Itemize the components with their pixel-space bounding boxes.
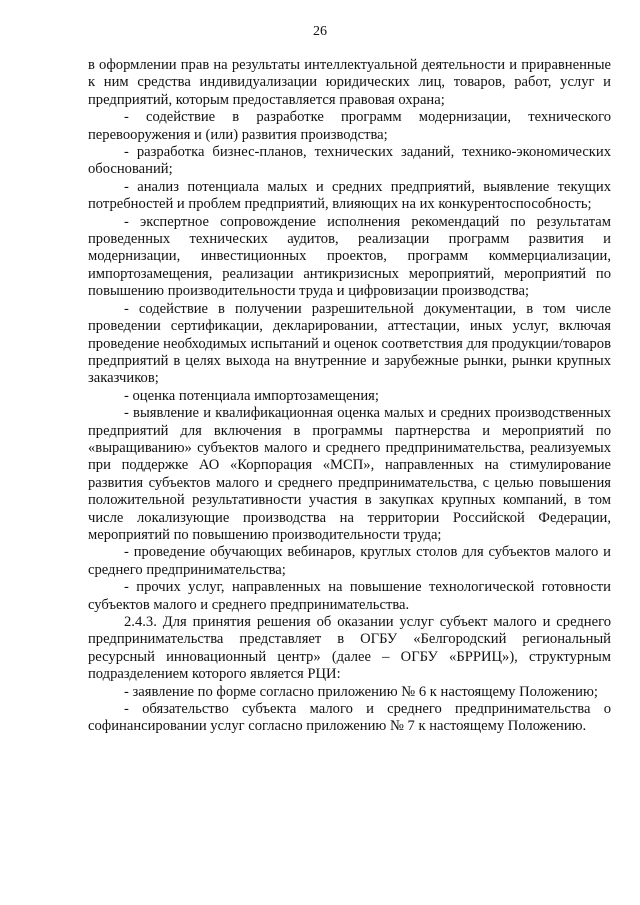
list-item-webinars: - проведение обучающих вебинаров, круглых столов для субъектов малого и среднего предпринимательства;	[88, 544, 611, 578]
list-item-modernization: - содействие в разработке программ модернизации, технического перевооружения и (или) развития производства;	[88, 109, 611, 143]
list-item-business-plans: - разработка бизнес-планов, технических заданий, технико-экономических обоснований;	[88, 144, 611, 178]
page-number: 26	[313, 24, 327, 39]
list-item-other-services: - прочих услуг, направленных на повышение технологической готовности субъектов малого и среднего предпринимательства.	[88, 579, 611, 613]
list-item-import-substitution: - оценка потенциала импортозамещения;	[124, 387, 379, 404]
list-item-application: - заявление по форме согласно приложению № 6 к настоящему Положению;	[124, 683, 598, 700]
section-2-4-3: 2.4.3. Для принятия решения об оказании услуг субъект малого и среднего предпринимательства представляет в ОГБУ «Белгородский региональный ресурсный инновационный центр» (далее – ОГБУ «БРРИЦ»), структурным подразделением которого является РЦИ:	[88, 614, 611, 683]
list-item-expert-support: - экспертное сопровождение исполнения рекомендаций по результатам проведенных технических аудитов, реализации программ развития и модернизации, инвестиционных проектов, программ коммерциализации, импортозамещения, реализации антикризисных мероприятий, мероприятий по повышению производительности труда и цифровизации производства;	[88, 213, 611, 300]
list-item-permits: - содействие в получении разрешительной документации, в том числе проведении сертификации, декларировании, аттестации, иных услуг, включая проведение необходимых испытаний и оценок соответствия для продукции/товаров предприятий в целях выхода на внутренние и зарубежные рынки, рынки крупных заказчиков;	[88, 300, 611, 387]
list-item-qualification: - выявление и квалификационная оценка малых и средних производственных предприятий для включения в программы партнерства и мероприятий по «выращиванию» субъектов малого и среднего предпринимательства, реализуемых при поддержке АО «Корпорация «МСП», направленных на стимулирование развития субъектов малого и среднего предпринимательства, с целью повышения положительной результативности участия в закупках крупных компаний, в том числе локализующие производства на территории Российской Федерации, мероприятий по повышению производительности труда;	[88, 405, 611, 543]
document-body	[88, 57, 611, 736]
list-item-potential-analysis: - анализ потенциала малых и средних предприятий, выявление текущих потребностей и проблем предприятий, влияющих на их конкурентоспособность;	[88, 178, 611, 213]
paragraph-continuation: в оформлении прав на результаты интеллектуальной деятельности и приравненные к ним средства индивидуализации юридических лиц, товаров, работ, услуг и предприятий, которым предоставляется правовая охрана;	[88, 57, 611, 108]
list-item-obligation: - обязательство субъекта малого и среднего предпринимательства о софинансировании услуг согласно приложению № 7 к настоящему Положению.	[88, 701, 611, 735]
